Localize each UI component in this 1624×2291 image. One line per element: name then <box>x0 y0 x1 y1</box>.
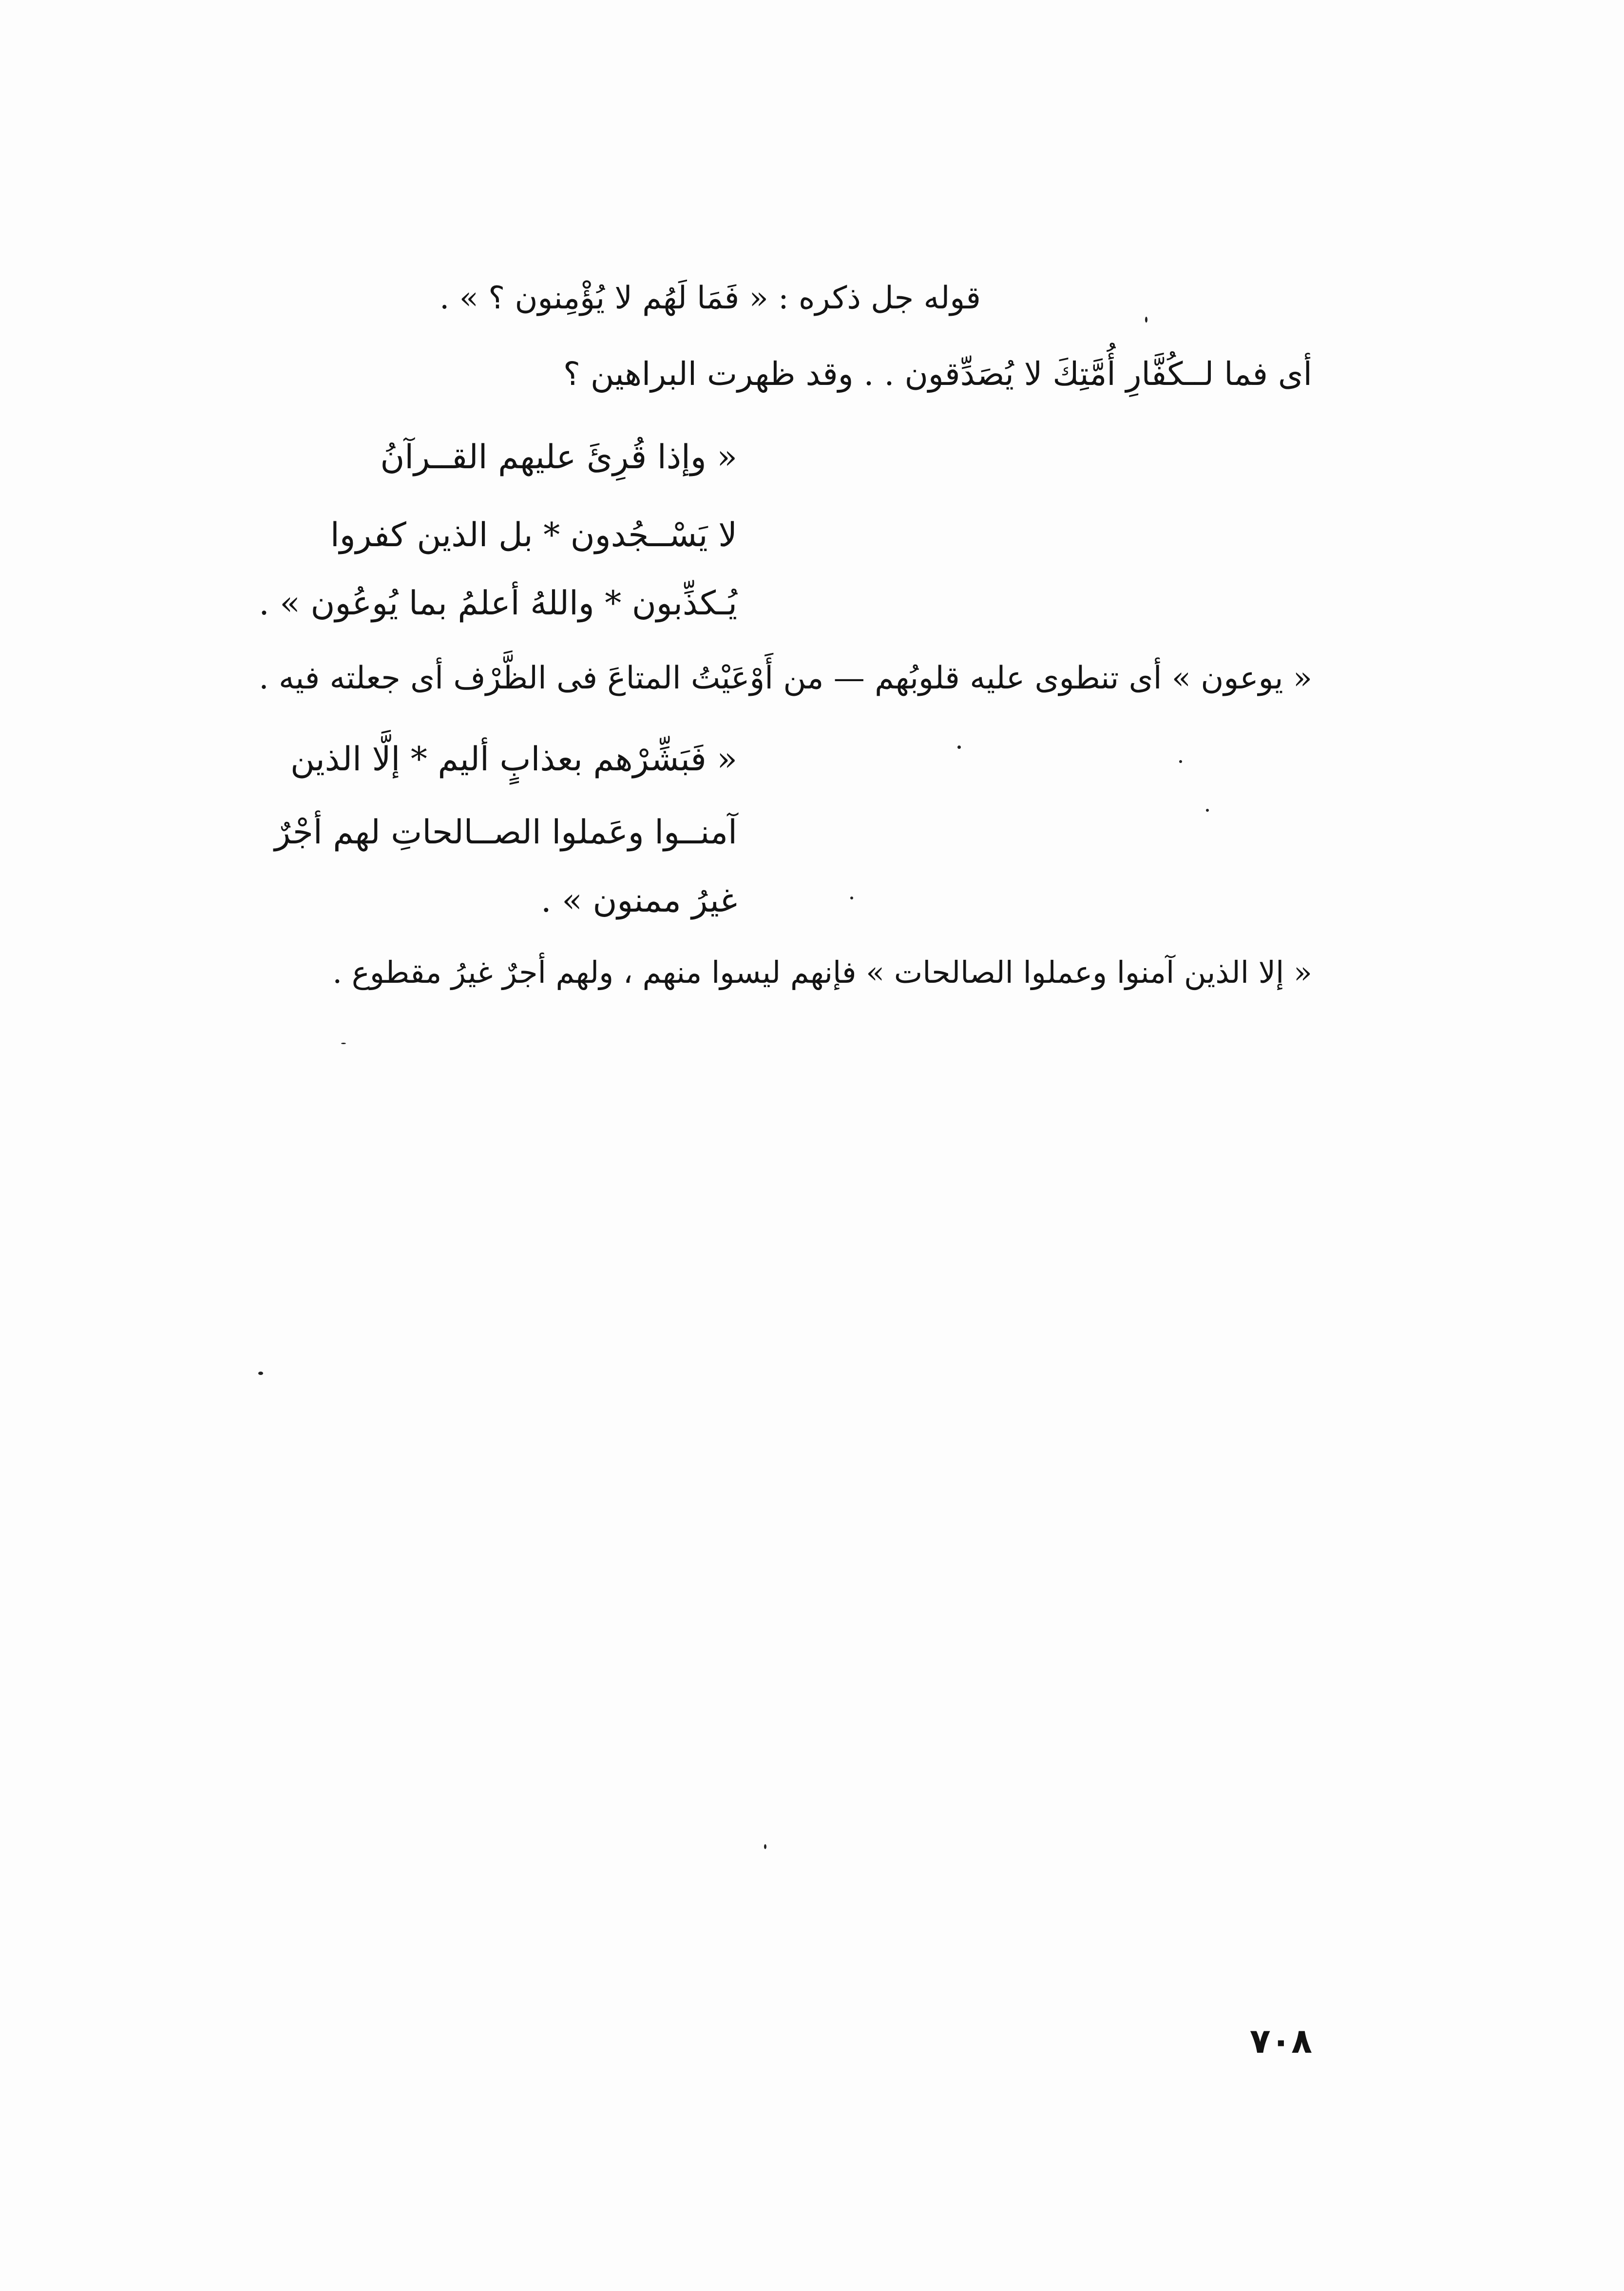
verse-line: يُـكذِّبون * واللهُ أعلمُ بما يُوعُون » . <box>259 584 737 623</box>
scan-speck <box>1179 760 1182 763</box>
intro-line: قوله جل ذكره : « فَمَا لَهُم لا يُؤْمِنون ؟ » . <box>439 280 981 316</box>
commentary-line: « يوعون » أى تنطوى عليه قلوبُهم — من أَوْعَيْتُ المتاعَ فى الظَّرْف أى جعلته فيه . <box>259 660 1312 696</box>
verse-line: « فَبَشِّرْهم بعذابٍ أليم * إلَّا الذين <box>290 740 737 779</box>
scan-speck <box>764 1844 766 1849</box>
scan-speck <box>341 1043 346 1044</box>
scan-speck <box>957 745 961 749</box>
scan-speck <box>1206 809 1209 812</box>
page-number: ٧٠٨ <box>1249 2021 1312 2061</box>
verse-line: غيرُ ممنون » . <box>541 881 737 920</box>
commentary-line: أى فما لــكُفَّارِ أُمَّتِكَ لا يُصَدِّقون . . وقد ظهرت البراهين ؟ <box>563 355 1312 393</box>
scan-speck <box>1145 317 1147 323</box>
verse-line: « وإذا قُرِئَ عليهم القــرآنُ <box>380 438 737 477</box>
verse-line: لا يَسْــجُدون * بل الذين كفروا <box>330 516 737 554</box>
verse-line: آمنــوا وعَملوا الصــالحاتِ لهم أجْرٌ <box>274 813 737 852</box>
scan-speck <box>258 1372 263 1375</box>
scan-speck <box>850 897 853 899</box>
commentary-line: « إلا الذين آمنوا وعملوا الصالحات » فإنهم ليسوا منهم ، ولهم أجرٌ غيرُ مقطوع . <box>332 955 1312 990</box>
